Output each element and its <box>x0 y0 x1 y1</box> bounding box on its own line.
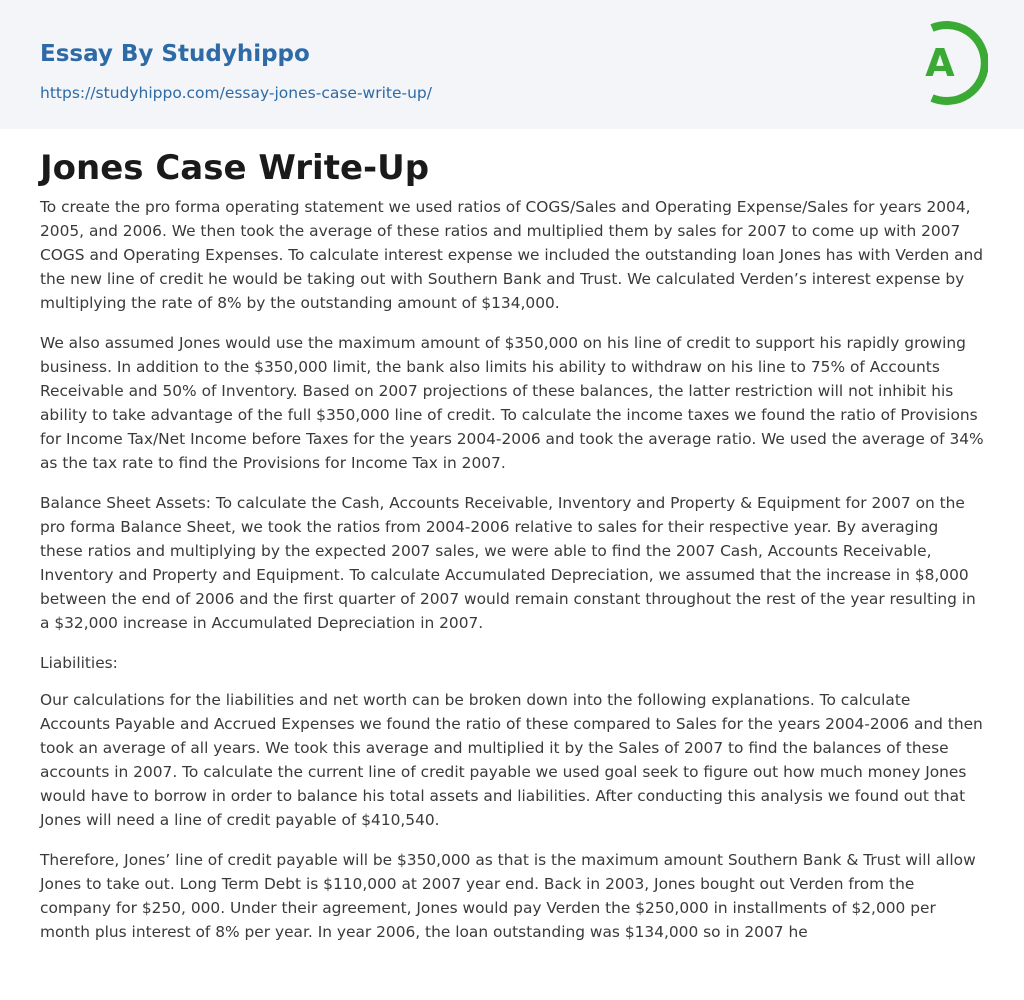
article-paragraph: Our calculations for the liabilities and net worth can be broken down into the following explanations. To calculate Accounts Payable and Accrued Expenses we found the ratio of these compared to Sales for the years 2004-2006 and then took an average of all years. We took this average and multiplied it by the Sales of 2007 to find the balances of these accounts in 2007. To calculate the current line of credit payable we used goal seek to figure out how much money Jones would have to borrow in order to balance his total assets and liabilities. After conducting this analysis we found out that Jones will need a line of credit payable of $410,540. <box>40 691 983 829</box>
page-title: Jones Case Write-Up <box>40 148 430 188</box>
page-header <box>0 0 1024 129</box>
article-paragraph: To create the pro forma operating statement we used ratios of COGS/Sales and Operating Expense/Sales for years 2004, 2005, and 2006. We then took the average of these ratios and multiplied them by sales for 2007 to come up with 2007 COGS and Operating Expenses. To calculate interest expense we included the outstanding loan Jones has with Verden and the new line of credit he would be taking out with Southern Bank and Trust. We calculated Verden’s interest expense by multiplying the rate of 8% by the outstanding amount of $134,000. <box>40 198 984 312</box>
article-content <box>0 147 1024 944</box>
logo-letter: A <box>925 41 955 85</box>
section-label-liabilities: Liabilities: <box>40 654 118 672</box>
article-paragraph: Balance Sheet Assets: To calculate the Cash, Accounts Receivable, Inventory and Property & Equipment for 2007 on the pro forma Balance Sheet, we took the ratios from 2004-2006 relative to sales for their respective year. By averaging these ratios and multiplying by the expected 2007 sales, we were able to find the 2007 Cash, Accounts Receivable, Inventory and Property and Equipment. To calculate Accumulated Depreciation, we assumed that the increase in $8,000 between the end of 2006 and the first quarter of 2007 would remain constant throughout the rest of the year resulting in a $32,000 increase in Accumulated Depreciation in 2007. <box>40 494 976 632</box>
source-url-link[interactable]: https://studyhippo.com/essay-jones-case-write-up/ <box>40 84 432 102</box>
site-brand[interactable]: Essay By Studyhippo <box>40 41 310 67</box>
article-paragraph: Therefore, Jones’ line of credit payable will be $350,000 as that is the maximum amount Southern Bank & Trust will allow Jones to take out. Long Term Debt is $110,000 at 2007 year end. Back in 2003, Jones bought out Verden from the company for $250, 000. Under their agreement, Jones would pay Verden the $250,000 in installments of $2,000 per month plus interest of 8% per year. In year 2006, the loan outstanding was $134,000 so in 2007 he <box>40 851 976 941</box>
studyhippo-logo-icon[interactable] <box>912 18 988 108</box>
article-paragraph: We also assumed Jones would use the maximum amount of $350,000 on his line of credit to support his rapidly growing business. In addition to the $350,000 limit, the bank also limits his ability to withdraw on his line to 75% of Accounts Receivable and 50% of Inventory. Based on 2007 projections of these balances, the latter restriction will not inhibit his ability to take advantage of the full $350,000 line of credit. To calculate the income taxes we found the ratio of Provisions for Income Tax/Net Income before Taxes for the years 2004-2006 and took the average ratio. We used the average of 34% as the tax rate to find the Provisions for Income Tax in 2007. <box>40 334 984 472</box>
